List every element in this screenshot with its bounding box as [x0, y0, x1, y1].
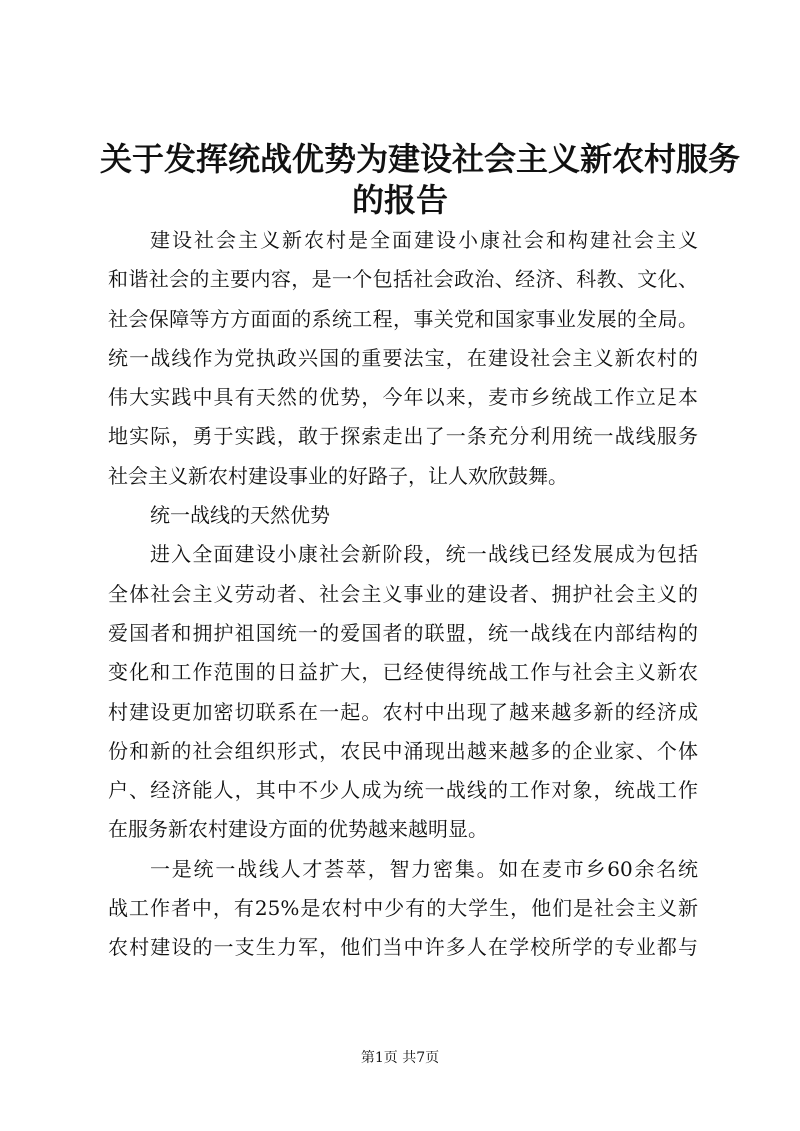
- paragraph-line: 在服务新农村建设方面的优势越来越明显。: [108, 817, 488, 842]
- document-body: [108, 221, 698, 968]
- paragraph-line: 变化和工作范围的日益扩大，已经使得统战工作与社会主义新农: [108, 660, 698, 685]
- paragraph-line: 社会主义新农村建设事业的好路子，让人欢欣鼓舞。: [108, 463, 568, 488]
- paragraph-line: 农村建设的一支生力军，他们当中许多人在学校所学的专业都与: [108, 935, 698, 960]
- paragraph-line: 爱国者和拥护祖国统一的爱国者的联盟，统一战线在内部结构的: [108, 620, 698, 645]
- document-title-line-2: 的报告: [351, 181, 448, 219]
- paragraph-line: 份和新的社会组织形式，农民中涌现出越来越多的企业家、个体: [108, 738, 698, 763]
- paragraph-line: 战工作者中，有25%是农村中少有的大学生，他们是社会主义新: [108, 896, 698, 921]
- paragraph-line: 和谐社会的主要内容，是一个包括社会政治、经济、科教、文化、: [108, 267, 698, 292]
- paragraph-line: 建设社会主义新农村是全面建设小康社会和构建社会主义: [150, 228, 698, 252]
- page-number-footer: 第1页 共7页: [360, 1050, 440, 1066]
- paragraph-line: 户、经济能人，其中不少人成为统一战线的工作对象，统战工作: [108, 778, 698, 803]
- paragraph-line: 地实际，勇于实践，敢于探索走出了一条充分利用统一战线服务: [108, 424, 698, 449]
- paragraph-line: 全体社会主义劳动者、社会主义事业的建设者、拥护社会主义的: [108, 581, 698, 606]
- paragraph-line: 一是统一战线人才荟萃，智力密集。如在麦市乡60余名统: [150, 856, 698, 881]
- document-title-line-1: 关于发挥统战优势为建设社会主义新农村服务: [100, 140, 741, 178]
- section-heading: 统一战线的天然优势: [150, 503, 330, 528]
- paragraph-line: 统一战线作为党执政兴国的重要法宝，在建设社会主义新农村的: [108, 345, 698, 370]
- paragraph-line: 村建设更加密切联系在一起。农村中出现了越来越多新的经济成: [108, 699, 698, 724]
- paragraph-line: 社会保障等方方面面的系统工程，事关党和国家事业发展的全局。: [108, 306, 698, 331]
- paragraph-line: 进入全面建设小康社会新阶段，统一战线已经发展成为包括: [150, 542, 698, 567]
- paragraph-line: 伟大实践中具有天然的优势，今年以来，麦市乡统战工作立足本: [108, 385, 698, 410]
